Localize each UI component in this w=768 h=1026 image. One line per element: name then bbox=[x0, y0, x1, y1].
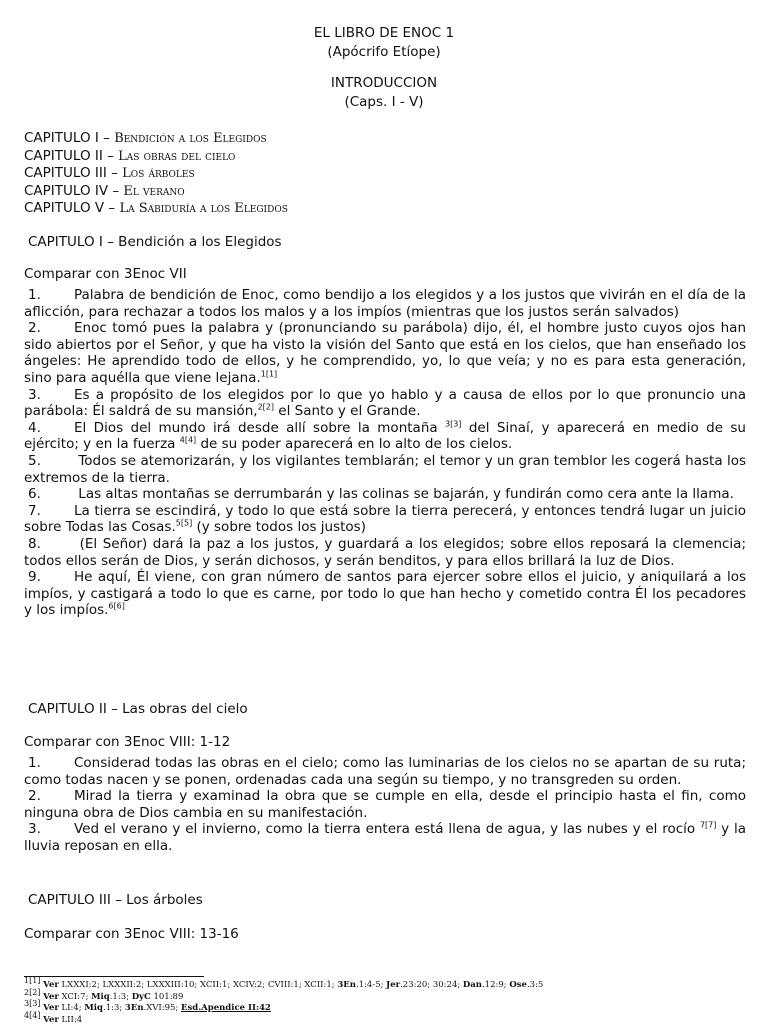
footnote-text: XCI:7; bbox=[59, 992, 91, 1002]
verse-text: Considerad todas las obras en el cielo; como las luminarias de los cielos no se apartan de su ruta; como todas nacen y se ponen, ordenadas cada una según su tiempo, y no transgreden su orden. bbox=[24, 755, 746, 788]
verse-number: 7. bbox=[24, 503, 74, 520]
verse bbox=[24, 287, 746, 320]
verse-text: Todos se atemorizarán, y los vigilantes temblarán; el temor y un gran temblor les cogerá hasta los extremos de la tierra. bbox=[24, 453, 746, 486]
verse bbox=[24, 320, 746, 386]
footnote-reference: Ose bbox=[509, 980, 527, 990]
verse-number: 1. bbox=[24, 755, 74, 772]
verse-number: 3. bbox=[24, 821, 74, 838]
footnote-mark: 2[2] bbox=[24, 988, 40, 997]
verse-text: Las altas montañas se derrumbarán y las colinas se bajarán, y fundirán como cera ante la llama. bbox=[74, 486, 734, 502]
verse bbox=[24, 536, 746, 569]
chapter-1-compare: Comparar con 3Enoc VII bbox=[24, 266, 187, 282]
footnote-text: .3:5 bbox=[527, 980, 543, 990]
toc-item bbox=[24, 165, 744, 183]
footnote-reference: Jer bbox=[386, 980, 400, 990]
toc-prefix: CAPITULO V – bbox=[24, 200, 119, 216]
footnote-text: LXXXI:2; LXXXII:2; LXXXIII:10; XCII:1; XCIV:2; CVIII:1; XCII:1; bbox=[59, 980, 338, 990]
verse-text: de su poder aparecerá en lo alto de los cielos. bbox=[196, 436, 512, 452]
footnote-reference: Ver bbox=[43, 992, 59, 1002]
verse-text: Enoc tomó pues la palabra y (pronunciando su parábola) dijo, él, el hombre justo cuyos ojos han sido abiertos por el Señor, y que ha visto la visión del Santo que está en los cielos, que han enseñado los ángeles: He aprendido todo de ellos, y he comprendido, yo, lo que veía; y no es para esta generación, sino para aquélla que viene lejana. bbox=[24, 320, 746, 386]
title-block bbox=[0, 24, 768, 62]
verse bbox=[24, 486, 746, 503]
chapter-1-heading: CAPITULO I – Bendición a los Elegidos bbox=[28, 234, 282, 250]
verse bbox=[24, 788, 746, 821]
verse bbox=[24, 387, 746, 420]
toc-prefix: CAPITULO IV – bbox=[24, 183, 123, 199]
footnote-text: .12:9; bbox=[482, 980, 509, 990]
verse-text: Es a propósito de los elegidos por lo que yo hablo y a causa de ellos por lo que pronuncio una parábola: Él saldrá de su mansión, bbox=[24, 387, 746, 420]
verse-text: Mirad la tierra y examinad la obra que se cumple en ella, desde el principio hasta el fin, como ninguna obra de Dios cambia en su manifestación. bbox=[24, 788, 746, 821]
verse-number: 9. bbox=[24, 569, 74, 586]
verse-number: 2. bbox=[24, 788, 74, 805]
intro-heading: INTRODUCCION bbox=[0, 74, 768, 93]
footnote-ref[interactable]: 3[3] bbox=[445, 419, 461, 428]
footnote-reference: Dan bbox=[463, 980, 482, 990]
verse-number: 4. bbox=[24, 420, 74, 437]
verse-text: (y sobre todos los justos) bbox=[192, 519, 366, 535]
intro-block bbox=[0, 74, 768, 112]
verse-number: 2. bbox=[24, 320, 74, 337]
chapter-2-heading: CAPITULO II – Las obras del cielo bbox=[28, 701, 248, 717]
footnote-ref[interactable]: 6[6] bbox=[108, 602, 124, 611]
verse-text: Ved el verano y el invierno, como la tierra entera está llena de agua, y las nubes y el rocío bbox=[74, 821, 700, 837]
footnote-reference: DyC bbox=[132, 992, 151, 1002]
footnote-text: .1:3; bbox=[110, 992, 132, 1002]
verse-text: La tierra se escindirá, y todo lo que está sobre la tierra perecerá, y entonces tendrá lugar un juicio sobre Todas las Cosas. bbox=[24, 503, 746, 536]
verse bbox=[24, 569, 746, 619]
chapter-2-compare: Comparar con 3Enoc VIII: 1-12 bbox=[24, 734, 230, 750]
toc-item bbox=[24, 148, 744, 166]
verse-text: He aquí, Él viene, con gran número de santos para ejercer sobre ellos el juicio, y aniquilará a los impíos, y castigará a todo lo que es carne, por todo lo que han hecho y cometido contra Él los pecadores y los impíos. bbox=[24, 569, 746, 618]
footnote-ref[interactable]: 4[4] bbox=[180, 436, 196, 445]
verse-number: 5. bbox=[24, 453, 74, 470]
verse-number: 6. bbox=[24, 486, 74, 503]
toc-prefix: CAPITULO II – bbox=[24, 148, 118, 164]
footnote bbox=[24, 980, 744, 992]
footnote-separator bbox=[24, 976, 204, 977]
toc-item bbox=[24, 183, 744, 201]
intro-caps: (Caps. I - V) bbox=[0, 93, 768, 112]
chapter-3-heading: CAPITULO III – Los árboles bbox=[28, 892, 203, 908]
document-subtitle: (Apócrifo Etíope) bbox=[0, 43, 768, 62]
toc-name: Las obras del cielo bbox=[118, 149, 235, 164]
footnote-text: .XVI:95; bbox=[144, 1003, 182, 1013]
verse-text: El Dios del mundo irá desde allí sobre la montaña bbox=[74, 420, 445, 436]
verse-text: y la lluvia reposan en ella. bbox=[24, 821, 746, 854]
footnote-ref[interactable]: 1[1] bbox=[261, 369, 277, 378]
toc-name: El verano bbox=[123, 184, 184, 199]
chapter-3-compare: Comparar con 3Enoc VIII: 13-16 bbox=[24, 926, 239, 942]
toc-prefix: CAPITULO I – bbox=[24, 130, 114, 146]
footnote-text: .23:20; 30:24; bbox=[400, 980, 463, 990]
footnote bbox=[24, 1015, 744, 1026]
table-of-contents bbox=[24, 130, 744, 218]
footnote-ref[interactable]: 7[7] bbox=[700, 821, 716, 830]
footnote-text: .1:3; bbox=[103, 1003, 125, 1013]
chapter-2-verses bbox=[24, 755, 746, 855]
footnote bbox=[24, 992, 744, 1004]
footnote-reference: Ver bbox=[43, 1003, 59, 1013]
chapter-1-verses bbox=[24, 287, 746, 619]
footnote-mark: 3[3] bbox=[24, 999, 40, 1008]
footnote-reference: 3En bbox=[125, 1003, 144, 1013]
footnote-text: .1:4-5; bbox=[356, 980, 386, 990]
footnote-text: LI:4; bbox=[59, 1003, 85, 1013]
toc-name: Bendición a los Elegidos bbox=[114, 131, 266, 146]
toc-item bbox=[24, 200, 744, 218]
footnote-reference: 3En bbox=[337, 980, 356, 990]
footnote bbox=[24, 1003, 744, 1015]
toc-prefix: CAPITULO III – bbox=[24, 165, 122, 181]
footnote-text: LII:4 bbox=[59, 1015, 82, 1025]
verse bbox=[24, 503, 746, 536]
toc-name: Los árboles bbox=[122, 166, 194, 181]
footnote-mark: 1[1] bbox=[24, 976, 40, 985]
footnote-reference: Ver bbox=[43, 1015, 59, 1025]
verse-number: 3. bbox=[24, 387, 74, 404]
toc-item bbox=[24, 130, 744, 148]
footnote-text: 101:89 bbox=[151, 992, 184, 1002]
verse-text: del Sinaí, y aparecerá en medio de su ejército; y en la fuerza bbox=[24, 420, 746, 453]
verse-text: (El Señor) dará la paz a los justos, y guardará a los elegidos; sobre ellos reposará la clemencia; todos ellos serán de Dios, y serán dichosos, y serán benditos, y para ellos brillará la luz de Dios. bbox=[24, 536, 746, 569]
toc-name: La Sabiduría a los Elegidos bbox=[119, 201, 287, 216]
verse bbox=[24, 420, 746, 453]
verse bbox=[24, 755, 746, 788]
footnote-reference: Miq bbox=[91, 992, 110, 1002]
footnote-mark: 4[4] bbox=[24, 1011, 40, 1020]
verse bbox=[24, 821, 746, 854]
verse-number: 1. bbox=[24, 287, 74, 304]
footnote-ref[interactable]: 5[5] bbox=[176, 519, 192, 528]
document-title: EL LIBRO DE ENOC 1 bbox=[0, 24, 768, 43]
footnotes bbox=[24, 980, 744, 1026]
footnote-ref[interactable]: 2[2] bbox=[258, 403, 274, 412]
verse-text: Palabra de bendición de Enoc, como bendijo a los elegidos y a los justos que vivirán en el día de la aflicción, para rechazar a todos los malos y a los impíos (mientras que los justos serán salvados) bbox=[24, 287, 746, 320]
verse-text: el Santo y el Grande. bbox=[274, 403, 421, 419]
footnote-reference: Miq bbox=[84, 1003, 103, 1013]
footnote-reference: Ver bbox=[43, 980, 59, 990]
verse bbox=[24, 453, 746, 486]
verse-number: 8. bbox=[24, 536, 74, 553]
footnote-reference: Esd.Apendice II:42 bbox=[181, 1003, 271, 1013]
